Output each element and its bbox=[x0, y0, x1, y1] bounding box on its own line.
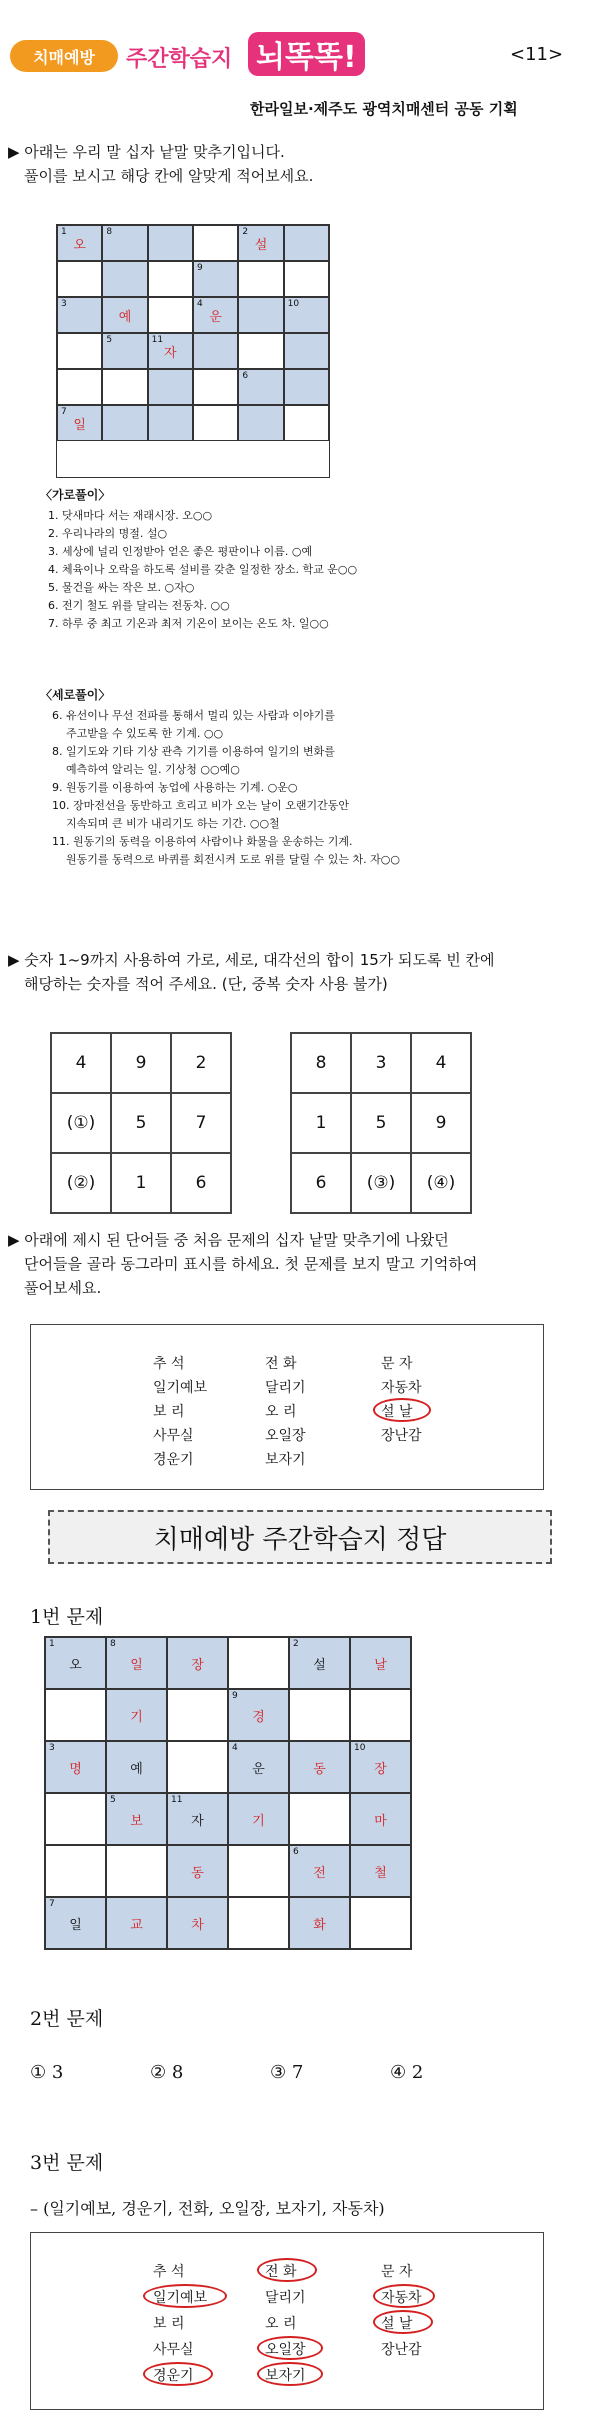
cell bbox=[167, 1845, 228, 1897]
cell-char: 자 bbox=[191, 1813, 204, 1829]
word-option[interactable]: 보자기 bbox=[265, 1452, 306, 1468]
cell-char: 운 bbox=[252, 1761, 265, 1777]
word-option[interactable]: 오일장 bbox=[265, 1428, 306, 1444]
cell-number: 11 bbox=[171, 1795, 183, 1805]
cell[interactable] bbox=[102, 297, 147, 333]
cell-number: 11 bbox=[151, 335, 164, 345]
answer-title: 치매예방 주간학습지 정답 bbox=[48, 1510, 552, 1564]
word-option: 추 석 bbox=[153, 2264, 185, 2280]
across-heading: 〈가로풀이〉 bbox=[40, 488, 111, 502]
cell-number: 9 bbox=[232, 1691, 238, 1701]
q1-intro-line2: 풀이를 보시고 해당 칸에 알맞게 적어보세요. bbox=[24, 167, 314, 185]
cell-char: 운 bbox=[209, 309, 222, 325]
cell-number: 4 bbox=[196, 299, 203, 309]
word-option: 보자기 bbox=[265, 2368, 306, 2384]
cell-char: 보 bbox=[130, 1813, 143, 1829]
cell-char: 설 bbox=[313, 1657, 326, 1673]
word-option[interactable]: 추 석 bbox=[153, 1356, 185, 1372]
word-option[interactable]: 보 리 bbox=[153, 1404, 185, 1420]
word-option[interactable]: 전 화 bbox=[265, 1356, 297, 1372]
word-option[interactable]: 문 자 bbox=[381, 1356, 413, 1372]
cell-number: 7 bbox=[49, 1899, 55, 1909]
cell-char: 자 bbox=[164, 345, 177, 361]
answer-item: ① 3 bbox=[30, 2062, 64, 2083]
cell bbox=[45, 1689, 106, 1741]
clue-item: 지속되며 큰 비가 내리기도 하는 기간. ○○철 bbox=[66, 817, 280, 830]
q3-intro bbox=[8, 1228, 477, 1300]
cell-char: 일 bbox=[130, 1657, 143, 1673]
word-option: 사무실 bbox=[153, 2342, 194, 2358]
magic-cell: 6 bbox=[171, 1153, 231, 1213]
answer-circle bbox=[373, 2310, 433, 2334]
cell-char: 동 bbox=[191, 1865, 204, 1881]
clue-item: 5. 물건을 싸는 작은 보. ○자○ bbox=[48, 581, 195, 594]
clue-item: 11. 원동기의 동력을 이용하여 사람이나 화물을 운송하는 기계. bbox=[52, 835, 353, 848]
cell[interactable] bbox=[238, 297, 283, 333]
cell-char: 철 bbox=[374, 1865, 387, 1881]
clue-item: 8. 일기도와 기타 기상 관측 기기를 이용하여 일기의 변화를 bbox=[52, 745, 335, 758]
answer-circle bbox=[373, 1398, 431, 1422]
clue-item: 4. 체육이나 오락을 하도록 설비를 갖춘 일정한 장소. 학교 운○○ bbox=[48, 563, 358, 576]
cell[interactable] bbox=[193, 333, 238, 369]
cell bbox=[238, 333, 283, 369]
answer-section-3: 3번 문제 bbox=[30, 2152, 104, 2174]
brand-label: 치매예방 bbox=[33, 47, 95, 67]
issue-close: > bbox=[548, 44, 564, 65]
cell bbox=[106, 1689, 167, 1741]
cell bbox=[238, 261, 283, 297]
cell-char: 화 bbox=[313, 1917, 326, 1933]
cell-number: 4 bbox=[232, 1743, 238, 1753]
cell bbox=[228, 1637, 289, 1689]
cell[interactable] bbox=[284, 369, 329, 405]
word-option[interactable]: 오 리 bbox=[265, 1404, 297, 1420]
header bbox=[0, 0, 600, 130]
word-option[interactable]: 설 날 bbox=[381, 1404, 413, 1420]
answer-q3-list: – (일기예보, 경운기, 전화, 오일장, 보자기, 자동차) bbox=[30, 2199, 385, 2218]
cell[interactable] bbox=[57, 405, 102, 441]
cell-char: 기 bbox=[130, 1709, 143, 1725]
cell bbox=[167, 1637, 228, 1689]
clue-item: 예측하여 알리는 일. 기상청 ○○예○ bbox=[66, 763, 240, 776]
cell[interactable] bbox=[238, 369, 283, 405]
cell bbox=[167, 1689, 228, 1741]
q3-intro-line3: 풀어보세요. bbox=[24, 1279, 102, 1297]
cell bbox=[167, 1793, 228, 1845]
cell-number: 5 bbox=[110, 1795, 116, 1805]
brand-chip bbox=[10, 40, 118, 72]
word-option[interactable]: 일기예보 bbox=[153, 1380, 208, 1396]
cell-number: 8 bbox=[110, 1639, 116, 1649]
cell-number: 5 bbox=[106, 335, 113, 345]
word-option: 일기예보 bbox=[153, 2290, 208, 2306]
magic-cell: 6 bbox=[291, 1153, 351, 1213]
answer-word-box bbox=[30, 2232, 544, 2410]
cell-char: 장 bbox=[374, 1761, 387, 1777]
word-option: 보 리 bbox=[153, 2316, 185, 2332]
down-clues bbox=[40, 686, 560, 869]
word-option[interactable]: 사무실 bbox=[153, 1428, 194, 1444]
word-option: 오일장 bbox=[265, 2342, 306, 2358]
q3-intro-line1: ▶ 아래에 제시 된 단어들 중 처음 문제의 십자 낱말 맞추기에 나왔던 bbox=[8, 1231, 449, 1249]
issue-badge bbox=[510, 44, 563, 65]
cell-number: 9 bbox=[196, 263, 203, 273]
word-option: 달리기 bbox=[265, 2290, 306, 2306]
cell bbox=[228, 1897, 289, 1949]
cell-char: 날 bbox=[374, 1657, 387, 1673]
cell-char: 설 bbox=[254, 237, 268, 253]
cell bbox=[350, 1897, 411, 1949]
cell bbox=[102, 369, 147, 405]
magic-cell[interactable]: (④) bbox=[411, 1153, 471, 1213]
cell-number: 1 bbox=[61, 227, 67, 237]
cell bbox=[193, 369, 238, 405]
word-option[interactable]: 경운기 bbox=[153, 1452, 194, 1468]
clue-item: 3. 세상에 널리 인정받아 얻은 좋은 평판이나 이름. ○예 bbox=[48, 545, 313, 558]
cell-char: 일 bbox=[73, 417, 86, 433]
cell-number: 6 bbox=[293, 1847, 299, 1857]
cell-number: 6 bbox=[242, 371, 249, 381]
cell-number: 10 bbox=[354, 1743, 366, 1753]
cell bbox=[167, 1741, 228, 1793]
clue-item: 주고받을 수 있도록 한 기계. ○○ bbox=[66, 727, 224, 740]
cell-char: 예 bbox=[118, 309, 132, 325]
answer-circle bbox=[257, 2362, 323, 2386]
word-option: 전 화 bbox=[265, 2264, 297, 2280]
cell bbox=[289, 1689, 350, 1741]
cell-number: 8 bbox=[106, 227, 113, 237]
cell[interactable] bbox=[148, 225, 193, 261]
cell-char: 교 bbox=[130, 1917, 143, 1933]
cell bbox=[106, 1793, 167, 1845]
clue-item: 10. 장마전선을 동반하고 흐리고 비가 오는 날이 오랜기간동안 bbox=[52, 799, 349, 812]
cell bbox=[148, 261, 193, 297]
cell[interactable] bbox=[102, 405, 147, 441]
cell bbox=[148, 297, 193, 333]
word-option: 경운기 bbox=[153, 2368, 194, 2384]
magic-cell: 1 bbox=[111, 1153, 171, 1213]
cell-char: 오 bbox=[73, 237, 86, 253]
cell[interactable] bbox=[102, 225, 147, 261]
cell-char: 경 bbox=[252, 1709, 265, 1725]
cell bbox=[106, 1637, 167, 1689]
answer-item: ② 8 bbox=[150, 2062, 184, 2083]
down-heading: 〈세로풀이〉 bbox=[40, 688, 111, 702]
word-box bbox=[30, 1324, 544, 1490]
cell bbox=[289, 1741, 350, 1793]
cell bbox=[284, 261, 329, 297]
cell bbox=[350, 1637, 411, 1689]
cell-char: 동 bbox=[313, 1761, 326, 1777]
cell[interactable] bbox=[238, 225, 283, 261]
word-option[interactable]: 장난감 bbox=[381, 1428, 422, 1444]
clue-item: 7. 하루 중 최고 기온과 최저 기온이 보이는 온도 차. 일○○ bbox=[48, 617, 329, 630]
word-option: 자동차 bbox=[381, 2290, 422, 2306]
crossword-grid bbox=[56, 224, 330, 478]
cell bbox=[45, 1793, 106, 1845]
cell[interactable] bbox=[193, 261, 238, 297]
cell[interactable] bbox=[284, 333, 329, 369]
clue-item: 2. 우리나라의 명절. 설○ bbox=[48, 527, 168, 540]
clue-item: 9. 원동기를 이용하여 농업에 사용하는 기계. ○운○ bbox=[52, 781, 298, 794]
answer-section-1: 1번 문제 bbox=[30, 1606, 104, 1628]
word-option: 장난감 bbox=[381, 2342, 422, 2358]
magic-cell: 4 bbox=[51, 1033, 111, 1093]
cell[interactable] bbox=[148, 333, 193, 369]
cell-number: 10 bbox=[287, 299, 300, 309]
logo: 뇌똑똑! bbox=[248, 32, 365, 76]
cell bbox=[289, 1897, 350, 1949]
magic-cell: 3 bbox=[351, 1033, 411, 1093]
cell[interactable] bbox=[102, 333, 147, 369]
cell-number: 1 bbox=[49, 1639, 55, 1649]
cell-char: 일 bbox=[69, 1917, 82, 1933]
q2-intro-line2: 해당하는 숫자를 적어 주세요. (단, 중복 숫자 사용 불가) bbox=[24, 975, 388, 993]
cell-number: 2 bbox=[293, 1639, 299, 1649]
answer-circle bbox=[257, 2336, 323, 2360]
cell bbox=[350, 1689, 411, 1741]
cell bbox=[228, 1689, 289, 1741]
cell-char: 명 bbox=[69, 1761, 82, 1777]
cell bbox=[228, 1793, 289, 1845]
cell bbox=[57, 333, 102, 369]
cell[interactable] bbox=[238, 405, 283, 441]
cell[interactable] bbox=[148, 405, 193, 441]
magic-cell[interactable]: (①) bbox=[51, 1093, 111, 1153]
cell bbox=[350, 1741, 411, 1793]
cell bbox=[106, 1897, 167, 1949]
cell bbox=[45, 1897, 106, 1949]
cell bbox=[45, 1741, 106, 1793]
cell bbox=[350, 1793, 411, 1845]
cell bbox=[350, 1845, 411, 1897]
word-option: 문 자 bbox=[381, 2264, 413, 2280]
publisher: 한라일보·제주도 광역치매센터 공동 기획 bbox=[250, 100, 518, 118]
header-title: 주간학습지 bbox=[126, 47, 233, 72]
answer-circle bbox=[143, 2362, 213, 2386]
answer-circle bbox=[257, 2258, 317, 2282]
magic-cell: 8 bbox=[291, 1033, 351, 1093]
answer-section-2: 2번 문제 bbox=[30, 2008, 104, 2030]
word-option[interactable]: 자동차 bbox=[381, 1380, 422, 1396]
magic-cell: 2 bbox=[171, 1033, 231, 1093]
cell bbox=[167, 1897, 228, 1949]
q3-intro-line2: 단어들을 골라 동그라미 표시를 하세요. 첫 문제를 보지 말고 기억하여 bbox=[24, 1255, 478, 1273]
answer-circle bbox=[373, 2284, 435, 2308]
magic-square-right bbox=[290, 1032, 472, 1214]
answer-circle bbox=[143, 2284, 227, 2308]
cell-number: 2 bbox=[242, 227, 249, 237]
clue-item: 6. 전기 철도 위를 달리는 전동차. ○○ bbox=[48, 599, 230, 612]
issue-open: < bbox=[510, 44, 526, 65]
cell[interactable] bbox=[193, 297, 238, 333]
across-clues bbox=[40, 486, 540, 633]
cell bbox=[193, 405, 238, 441]
magic-cell[interactable]: (③) bbox=[351, 1153, 411, 1213]
word-option: 오 리 bbox=[265, 2316, 297, 2332]
cell-number: 3 bbox=[49, 1743, 55, 1753]
q2-intro-line1: ▶ 숫자 1~9까지 사용하여 가로, 세로, 대각선의 합이 15가 되도록 빈 칸에 bbox=[8, 951, 495, 969]
q1-intro bbox=[8, 140, 313, 188]
cell-char: 마 bbox=[374, 1813, 387, 1829]
cell[interactable] bbox=[102, 261, 147, 297]
issue-number: 11 bbox=[525, 44, 548, 65]
clue-item: 원동기를 동력으로 바퀴를 회전시켜 도로 위를 달릴 수 있는 차. 자○○ bbox=[66, 853, 400, 866]
cell bbox=[57, 369, 102, 405]
cell[interactable] bbox=[57, 225, 102, 261]
magic-cell: 1 bbox=[291, 1093, 351, 1153]
cell-char: 장 bbox=[191, 1657, 204, 1673]
cell bbox=[289, 1637, 350, 1689]
cell bbox=[284, 405, 329, 441]
cell bbox=[228, 1741, 289, 1793]
answer-item: ③ 7 bbox=[270, 2062, 304, 2083]
cell bbox=[289, 1845, 350, 1897]
cell[interactable] bbox=[284, 297, 329, 333]
cell bbox=[57, 261, 102, 297]
cell[interactable] bbox=[284, 225, 329, 261]
magic-cell: 9 bbox=[411, 1093, 471, 1153]
cell-char: 오 bbox=[69, 1657, 82, 1673]
magic-cell: 5 bbox=[351, 1093, 411, 1153]
cell bbox=[193, 225, 238, 261]
magic-cell: 4 bbox=[411, 1033, 471, 1093]
q1-intro-line1: ▶ 아래는 우리 말 십자 낱말 맞추기입니다. bbox=[8, 143, 285, 161]
clue-item: 6. 유선이나 무선 전파를 통해서 멀리 있는 사람과 이야기를 bbox=[52, 709, 335, 722]
cell-char: 차 bbox=[191, 1917, 204, 1933]
cell bbox=[289, 1793, 350, 1845]
magic-cell: 5 bbox=[111, 1093, 171, 1153]
cell bbox=[45, 1845, 106, 1897]
magic-cell[interactable]: (②) bbox=[51, 1153, 111, 1213]
magic-cell: 7 bbox=[171, 1093, 231, 1153]
q2-intro bbox=[8, 948, 495, 996]
cell-char: 기 bbox=[252, 1813, 265, 1829]
cell-char: 전 bbox=[313, 1865, 326, 1881]
word-option[interactable]: 달리기 bbox=[265, 1380, 306, 1396]
answer-item: ④ 2 bbox=[390, 2062, 424, 2083]
word-option: 설 날 bbox=[381, 2316, 413, 2332]
cell[interactable] bbox=[148, 369, 193, 405]
cell bbox=[45, 1637, 106, 1689]
magic-cell: 9 bbox=[111, 1033, 171, 1093]
clue-item: 1. 닷새마다 서는 재래시장. 오○○ bbox=[48, 509, 213, 522]
cell-number: 3 bbox=[61, 299, 67, 309]
answer-crossword-grid bbox=[44, 1636, 412, 1950]
cell-number: 7 bbox=[61, 407, 67, 417]
cell bbox=[106, 1741, 167, 1793]
cell-char: 예 bbox=[130, 1761, 143, 1777]
cell[interactable] bbox=[57, 297, 102, 333]
cell bbox=[228, 1845, 289, 1897]
magic-square-left bbox=[50, 1032, 232, 1214]
cell bbox=[106, 1845, 167, 1897]
